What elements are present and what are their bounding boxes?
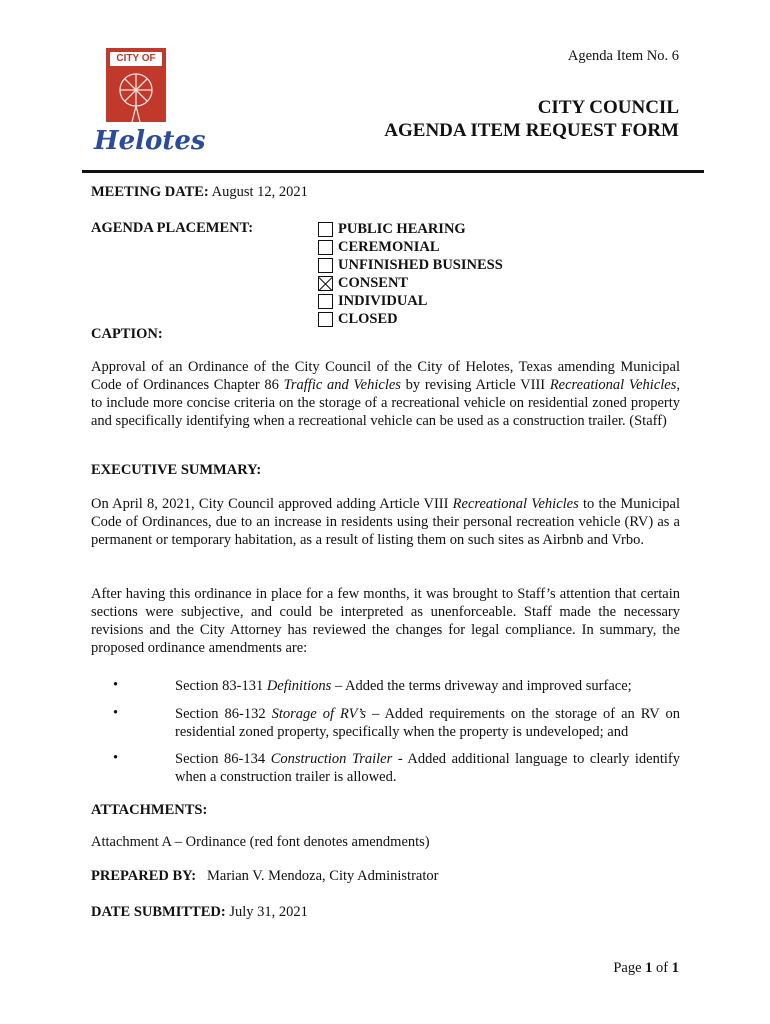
header-divider — [82, 170, 704, 173]
meeting-date-value: August 12, 2021 — [211, 184, 308, 200]
checkbox[interactable] — [318, 258, 333, 273]
caption-text: Approval of an Ordinance of the City Council of the City of Helotes, Texas amending Municipal Code of Ordinances Chapter 86 Traffic and Vehicles by revising Article VIII Recreational Vehicles, to include more concise criteria on the storage of a recreational vehicle on residential zoned property and specifically identifying when a recreational vehicle can be used as a construction trailer. (Staff) — [91, 359, 680, 429]
option-individual[interactable]: INDIVIDUAL — [318, 292, 503, 310]
option-closed[interactable]: CLOSED — [318, 310, 503, 328]
prepared-by-label: PREPARED BY: — [91, 868, 197, 884]
bullet-icon: • — [113, 750, 119, 766]
agenda-placement-label: AGENDA PLACEMENT: — [91, 220, 254, 236]
caption-heading: CAPTION: — [91, 326, 163, 342]
attachments-text: Attachment A – Ordinance (red font denotes amendments) — [91, 834, 430, 850]
checkbox[interactable] — [318, 294, 333, 309]
option-consent[interactable]: CONSENT — [318, 274, 503, 292]
city-logo — [92, 46, 206, 164]
option-ceremonial[interactable]: CEREMONIAL — [318, 238, 503, 256]
attachments-heading: ATTACHMENTS: — [91, 802, 208, 818]
checkbox[interactable] — [318, 240, 333, 255]
bullet-item-2: Section 86-132 Storage of RV’s – Added requirements on the storage of an RV on residential zoned property, specifically when the property is undeveloped; and — [175, 706, 680, 740]
checkbox[interactable] — [318, 222, 333, 237]
summary-heading: EXECUTIVE SUMMARY: — [91, 462, 262, 478]
date-submitted — [91, 904, 308, 921]
date-submitted-label: DATE SUBMITTED: — [91, 904, 226, 920]
bullet-item-1: Section 83-131 Definitions – Added the terms driveway and improved surface; — [175, 678, 632, 694]
meeting-date-label: MEETING DATE: — [91, 184, 209, 200]
logo-helotes: Helotes — [94, 126, 206, 156]
agenda-item-number: Agenda Item No. 6 — [567, 48, 679, 64]
prepared-by — [91, 868, 438, 885]
prepared-by-value: Marian V. Mendoza, City Administrator — [207, 868, 439, 884]
checkbox-checked[interactable] — [318, 276, 333, 291]
bullet-icon: • — [113, 705, 119, 721]
placement-options — [318, 220, 503, 328]
date-submitted-value: July 31, 2021 — [229, 904, 308, 920]
logo-city-of: CITY OF — [116, 53, 156, 64]
checkbox[interactable] — [318, 312, 333, 327]
meeting-date — [91, 184, 308, 201]
title-request-form: AGENDA ITEM REQUEST FORM — [384, 120, 679, 141]
option-unfinished-business[interactable]: UNFINISHED BUSINESS — [318, 256, 503, 274]
option-public-hearing[interactable]: PUBLIC HEARING — [318, 220, 503, 238]
summary-paragraph-1: On April 8, 2021, City Council approved adding Article VIII Recreational Vehicles to the Municipal Code of Ordinances, due to an increase in residents using their personal recreation vehicle (RV) as a permanent or temporary habitation, as a result of listing them on such sites as Airbnb and Vrbo. — [91, 496, 680, 548]
page-number: Page 1 of 1 — [613, 960, 679, 976]
summary-paragraph-2: After having this ordinance in place for a few months, it was brought to Staff’s attention that certain sections were subjective, and could be interpreted as unenforceable. Staff made the necessary revisions and the City Attorney has reviewed the changes for legal compliance. In summary, the proposed ordinance amendments are: — [91, 586, 680, 656]
bullet-item-3: Section 86-134 Construction Trailer - Added additional language to clearly identify when a construction trailer is allowed. — [175, 751, 680, 785]
bullet-icon: • — [113, 677, 119, 693]
title-city-council: CITY COUNCIL — [537, 97, 679, 118]
